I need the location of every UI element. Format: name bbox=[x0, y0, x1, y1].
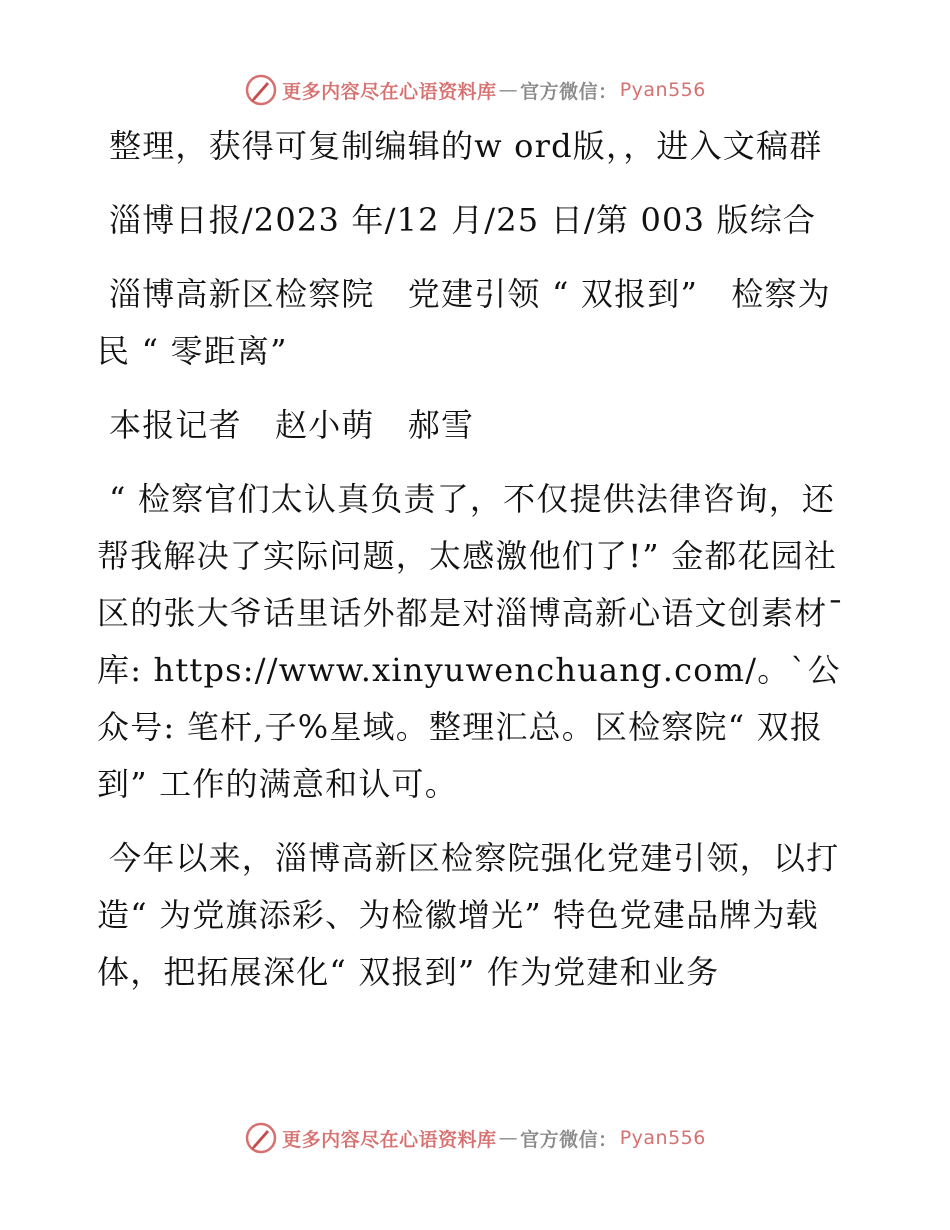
doc-paragraph: 今年以来，淄博高新区检察院强化党建引领，以打造“ 为党旗添彩、为检徽增光” 特色党建品牌为载体，把拓展深化“ 双报到” 作为党建和业务 bbox=[97, 839, 840, 991]
doc-source-line: 淄博日报/2023 年/12 月/25 日/第 003 版综合 bbox=[109, 201, 817, 239]
watermark-dash: — bbox=[498, 79, 519, 101]
doc-byline: 本报记者 赵小萌 郝雪 bbox=[109, 406, 475, 444]
doc-headline: 淄博高新区检察院 党建引领 “ 双报到” 检察为民 “ 零距离” bbox=[97, 275, 831, 370]
quill-logo-icon bbox=[244, 73, 278, 107]
watermark-account: Pyan556 bbox=[619, 1127, 706, 1149]
doc-paragraph: “ 检察官们太认真负责了，不仅提供法律咨询，还帮我解决了实际问题，太感激他们了!” 金都花园社区的张大爷话里话外都是对淄博高新心语文创素材¯库: https://www.xinyuwenchuang.com/。`公众号: 笔杆,子%星域。整理汇总。区检察院“ 双报到” 工作的满意和认可。 bbox=[97, 480, 845, 803]
watermark-main-text: 更多内容尽在心语资料库 bbox=[282, 1128, 497, 1151]
header-watermark bbox=[0, 70, 950, 110]
watermark-official-label: 官方微信： bbox=[520, 1128, 618, 1151]
watermark-main-text: 更多内容尽在心语资料库 bbox=[282, 80, 497, 103]
watermark-dash: — bbox=[498, 1127, 519, 1149]
quill-logo-icon bbox=[244, 1121, 278, 1155]
document-body bbox=[97, 118, 857, 1018]
watermark-official-label: 官方微信： bbox=[520, 80, 618, 103]
watermark-account: Pyan556 bbox=[619, 79, 706, 101]
doc-intro-line: 整理，获得可复制编辑的w ord版，，进入文稿群 bbox=[109, 127, 823, 165]
footer-watermark bbox=[0, 1118, 950, 1158]
